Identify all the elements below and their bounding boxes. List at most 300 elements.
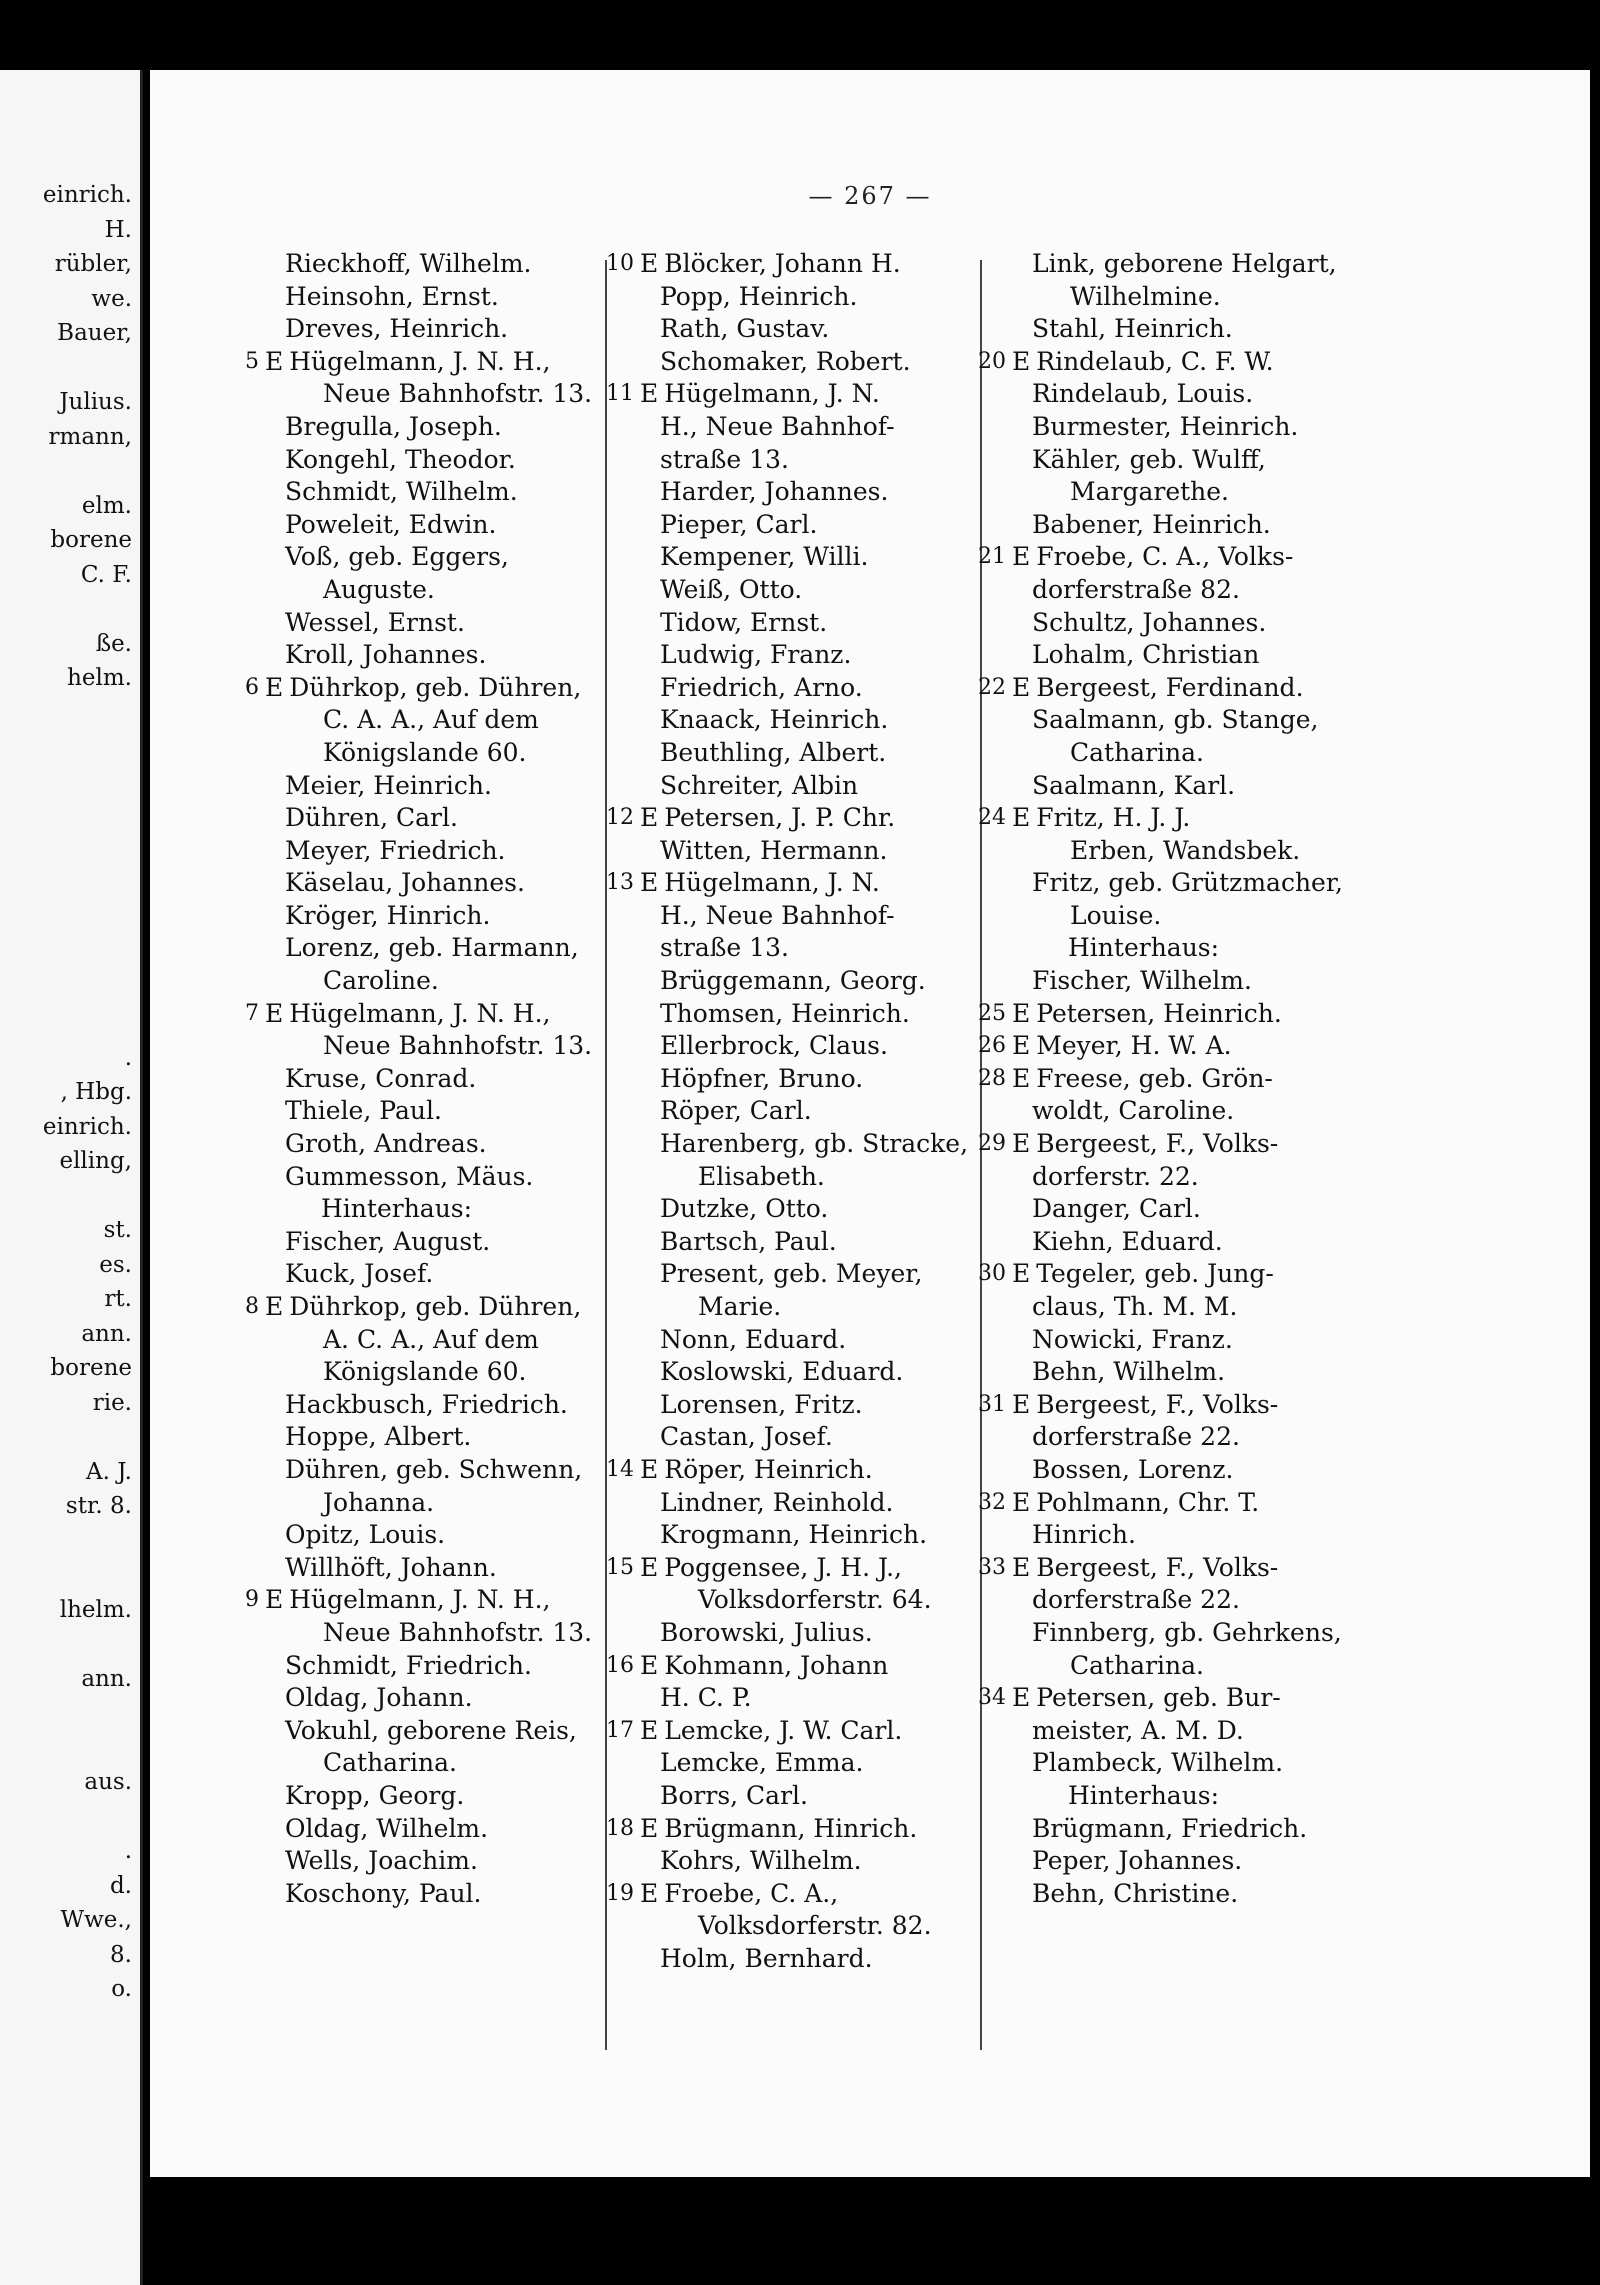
entry-text: Fritz, geb. Grützmacher, xyxy=(1032,868,1343,898)
entry-text: meister, A. M. D. xyxy=(1032,1715,1244,1745)
directory-entry xyxy=(640,770,1010,803)
directory-entry xyxy=(1012,1421,1382,1454)
directory-entry xyxy=(640,1617,1010,1650)
entry-text: Fischer, August. xyxy=(285,1226,491,1256)
previous-page-fragment: borene xyxy=(50,1355,132,1381)
house-number: 28 xyxy=(978,1065,1006,1091)
directory-entry xyxy=(1012,378,1382,411)
directory-entry xyxy=(265,1682,635,1715)
owner-marker: E xyxy=(1012,672,1031,702)
entry-text: Witten, Hermann. xyxy=(660,835,888,865)
entry-text: Catharina. xyxy=(1070,1650,1204,1680)
previous-page-fragment xyxy=(0,903,140,938)
entry-text: Freese, geb. Grön- xyxy=(1036,1063,1273,1093)
directory-entry xyxy=(978,1487,1382,1520)
directory-entry xyxy=(1012,900,1382,933)
directory-entry xyxy=(245,1584,635,1617)
house-number: 12 xyxy=(606,805,634,831)
previous-page-fragment: H. xyxy=(104,216,132,243)
directory-entry xyxy=(265,1258,635,1291)
entry-text: Volksdorferstr. 82. xyxy=(698,1911,932,1941)
entry-text: Saalmann, Karl. xyxy=(1032,770,1236,800)
directory-entry xyxy=(640,1356,1010,1389)
directory-entry xyxy=(265,1454,635,1487)
entry-text: Hackbusch, Friedrich. xyxy=(285,1389,568,1419)
house-number: 33 xyxy=(978,1554,1006,1580)
previous-page-fragment xyxy=(0,1800,140,1835)
directory-entry xyxy=(1012,639,1382,672)
entry-text: Hügelmann, J. N. xyxy=(664,379,880,409)
directory-entry xyxy=(978,802,1382,835)
directory-entry xyxy=(265,378,635,411)
entry-text: Voß, geb. Eggers, xyxy=(285,542,509,572)
owner-marker: E xyxy=(640,1650,659,1680)
entry-text: Röper, Carl. xyxy=(660,1096,812,1126)
entry-text: Willhöft, Johann. xyxy=(285,1552,497,1582)
entry-text: Lindner, Reinhold. xyxy=(660,1487,894,1517)
house-number: 32 xyxy=(978,1489,1006,1515)
previous-page-fragment: ße. xyxy=(95,630,132,657)
owner-marker: E xyxy=(265,1585,284,1615)
column-1 xyxy=(245,248,635,1910)
entry-text: Hinrich. xyxy=(1032,1520,1136,1550)
entry-text: Nonn, Eduard. xyxy=(660,1324,847,1354)
directory-entry xyxy=(265,1324,635,1357)
house-number: 19 xyxy=(606,1880,634,1906)
previous-page-fragment: elm. xyxy=(81,492,132,519)
previous-page-fragment xyxy=(0,1006,140,1041)
house-number: 15 xyxy=(606,1554,634,1580)
entry-text: Fritz, H. J. J. xyxy=(1036,803,1191,833)
owner-marker: E xyxy=(1012,1487,1031,1517)
entry-text: Tegeler, geb. Jung- xyxy=(1036,1259,1274,1289)
directory-entry xyxy=(640,411,1010,444)
entry-text: Johanna. xyxy=(323,1487,435,1517)
directory-entry xyxy=(265,867,635,900)
directory-entry xyxy=(265,1813,635,1846)
directory-entry xyxy=(1012,704,1382,737)
directory-entry xyxy=(978,998,1382,1031)
owner-marker: E xyxy=(640,1878,659,1908)
directory-entry xyxy=(245,998,635,1031)
entry-text: Lohalm, Christian xyxy=(1032,640,1260,670)
section-heading xyxy=(1012,932,1382,965)
directory-entry xyxy=(1012,770,1382,803)
previous-page-fragment xyxy=(0,1627,140,1662)
entry-text: Bartsch, Paul. xyxy=(660,1226,837,1256)
directory-entry xyxy=(978,346,1382,379)
entry-text: Rindelaub, C. F. W. xyxy=(1036,346,1274,376)
previous-page-fragment: , Hbg. xyxy=(60,1079,132,1105)
directory-entry xyxy=(1012,1324,1382,1357)
entry-text: Kroll, Johannes. xyxy=(285,640,487,670)
previous-page-fragment xyxy=(0,1696,140,1731)
previous-page-fragment: aus. xyxy=(84,1769,132,1795)
previous-page-fragment xyxy=(0,1731,140,1766)
directory-entry xyxy=(265,1030,635,1063)
entry-text: Gummesson, Mäus. xyxy=(285,1161,534,1191)
entry-text: Fischer, Wilhelm. xyxy=(1032,966,1252,996)
directory-entry xyxy=(640,1389,1010,1422)
entry-text: Behn, Christine. xyxy=(1032,1878,1239,1908)
directory-entry xyxy=(1012,313,1382,346)
entry-text: Hinterhaus: xyxy=(321,1194,473,1224)
entry-text: Harenberg, gb. Stracke, xyxy=(660,1129,969,1159)
house-number: 13 xyxy=(606,870,634,896)
previous-page-fragment xyxy=(0,351,140,386)
directory-entry xyxy=(1012,1519,1382,1552)
entry-text: claus, Th. M. M. xyxy=(1032,1292,1238,1321)
directory-entry xyxy=(640,1258,1010,1291)
directory-entry xyxy=(265,313,635,346)
entry-text: Kempener, Willi. xyxy=(660,542,869,572)
directory-entry xyxy=(265,1487,635,1520)
directory-entry xyxy=(265,1715,635,1748)
entry-text: Borrs, Carl. xyxy=(660,1780,808,1810)
previous-page-fragment xyxy=(0,834,140,869)
directory-entry xyxy=(265,541,635,574)
owner-marker: E xyxy=(1012,346,1031,376)
directory-entry xyxy=(265,1519,635,1552)
directory-entry xyxy=(265,607,635,640)
entry-text: Burmester, Heinrich. xyxy=(1032,411,1299,441)
previous-page-fragment: Bauer, xyxy=(57,320,132,346)
entry-text: Margarethe. xyxy=(1070,477,1229,507)
directory-entry xyxy=(640,476,1010,509)
entry-text: Brügmann, Friedrich. xyxy=(1032,1813,1308,1843)
directory-entry xyxy=(1012,1878,1382,1911)
entry-text: Blöcker, Johann H. xyxy=(664,249,901,278)
entry-text: Röper, Heinrich. xyxy=(664,1454,873,1484)
owner-marker: E xyxy=(1012,542,1031,572)
previous-page-fragment: C. F. xyxy=(80,561,132,588)
entry-text: Babener, Heinrich. xyxy=(1032,509,1271,539)
directory-entry xyxy=(640,1780,1010,1813)
previous-page-fragment: Wwe., xyxy=(60,1907,132,1933)
directory-entry xyxy=(265,737,635,770)
directory-entry xyxy=(640,313,1010,346)
house-number: 34 xyxy=(978,1685,1006,1711)
directory-entry xyxy=(1012,1226,1382,1259)
previous-page-fragment: 8. xyxy=(110,1941,132,1968)
entry-text: Schultz, Johannes. xyxy=(1032,607,1267,637)
entry-text: Hinterhaus: xyxy=(1068,1780,1220,1810)
entry-text: Saalmann, gb. Stange, xyxy=(1032,705,1319,735)
entry-text: Ludwig, Franz. xyxy=(660,640,852,670)
entry-text: Opitz, Louis. xyxy=(285,1520,446,1550)
directory-entry xyxy=(640,1226,1010,1259)
entry-text: Peper, Johannes. xyxy=(1032,1846,1243,1876)
entry-text: Kohrs, Wilhelm. xyxy=(660,1846,862,1876)
directory-entry xyxy=(265,1747,635,1780)
entry-text: Petersen, Heinrich. xyxy=(1036,998,1282,1028)
entry-text: Ellerbrock, Claus. xyxy=(660,1031,888,1061)
directory-entry xyxy=(640,541,1010,574)
directory-entry xyxy=(640,1161,1010,1194)
entry-text: Behn, Wilhelm. xyxy=(1032,1357,1226,1387)
entry-text: Käselau, Johannes. xyxy=(285,868,525,898)
directory-entry xyxy=(265,639,635,672)
directory-entry xyxy=(978,1389,1382,1422)
house-number: 29 xyxy=(978,1131,1006,1157)
entry-text: Hinterhaus: xyxy=(1068,933,1220,963)
previous-page-fragment: helm. xyxy=(67,665,132,691)
entry-text: Schreiter, Albin xyxy=(660,770,859,800)
entry-text: Bergeest, F., Volks- xyxy=(1036,1129,1279,1159)
directory-entry xyxy=(265,1421,635,1454)
previous-page-fragment xyxy=(0,937,140,972)
directory-entry xyxy=(606,1650,1010,1683)
directory-entry xyxy=(606,867,1010,900)
owner-marker: E xyxy=(1012,998,1031,1028)
entry-text: straße 13. xyxy=(660,933,789,963)
entry-text: Bossen, Lorenz. xyxy=(1032,1454,1234,1484)
entry-text: Wilhelmine. xyxy=(1070,281,1221,311)
entry-text: Lorensen, Fritz. xyxy=(660,1389,863,1419)
directory-entry xyxy=(265,1878,635,1911)
directory-entry xyxy=(640,932,1010,965)
directory-entry xyxy=(640,835,1010,868)
directory-entry xyxy=(265,411,635,444)
owner-marker: E xyxy=(1012,1063,1031,1093)
directory-entry xyxy=(265,1552,635,1585)
section-heading xyxy=(1012,1780,1382,1813)
owner-marker: E xyxy=(640,379,659,409)
house-number: 20 xyxy=(978,348,1006,374)
entry-text: H., Neue Bahnhof- xyxy=(660,411,895,441)
entry-text: Kohmann, Johann xyxy=(664,1650,889,1680)
previous-page-fragment: o. xyxy=(111,1976,132,2002)
directory-entry xyxy=(265,444,635,477)
house-number: 21 xyxy=(978,544,1006,570)
house-number: 8 xyxy=(245,1294,259,1319)
previous-page-fragment xyxy=(0,592,140,627)
directory-entry xyxy=(1012,1193,1382,1226)
directory-entry xyxy=(1012,607,1382,640)
entry-text: Plambeck, Wilhelm. xyxy=(1032,1748,1284,1778)
previous-page-fragment: rie. xyxy=(92,1389,132,1416)
directory-entry xyxy=(1012,1747,1382,1780)
entry-text: H., Neue Bahnhof- xyxy=(660,900,895,930)
entry-text: Neue Bahnhofstr. 13. xyxy=(323,1617,593,1647)
directory-entry xyxy=(606,1878,1010,1911)
entry-text: Kuck, Josef. xyxy=(285,1259,434,1289)
directory-entry xyxy=(1012,1584,1382,1617)
house-number: 17 xyxy=(606,1717,634,1743)
directory-entry xyxy=(978,541,1382,574)
directory-entry xyxy=(265,1650,635,1683)
entry-text: Auguste. xyxy=(323,574,435,604)
directory-entry xyxy=(265,770,635,803)
previous-page-fragment: . xyxy=(124,1838,132,1864)
previous-page-fragment: d. xyxy=(109,1872,132,1899)
entry-text: dorferstraße 82. xyxy=(1032,574,1240,604)
entry-text: Poggensee, J. H. J., xyxy=(664,1552,902,1582)
entry-text: Catharina. xyxy=(1070,737,1204,767)
directory-entry xyxy=(640,1291,1010,1324)
owner-marker: E xyxy=(640,1813,659,1843)
previous-page-fragment: einrich. xyxy=(42,182,132,208)
directory-entry xyxy=(265,509,635,542)
entry-text: Lemcke, Emma. xyxy=(660,1748,864,1778)
owner-marker: E xyxy=(1012,1031,1031,1061)
directory-entry xyxy=(640,900,1010,933)
owner-marker: E xyxy=(265,1292,284,1321)
entry-text: Pieper, Carl. xyxy=(660,509,818,539)
directory-entry xyxy=(265,1128,635,1161)
previous-page-fragment: . xyxy=(124,1044,132,1071)
owner-marker: E xyxy=(265,998,284,1028)
entry-text: Schomaker, Robert. xyxy=(660,346,911,376)
entry-text: Petersen, J. P. Chr. xyxy=(664,803,896,833)
directory-entry xyxy=(640,672,1010,705)
owner-marker: E xyxy=(640,249,659,278)
directory-entry xyxy=(606,1813,1010,1846)
directory-entry xyxy=(978,672,1382,705)
directory-entry xyxy=(640,1487,1010,1520)
directory-page xyxy=(150,70,1590,2177)
previous-page-fragment: st. xyxy=(103,1217,132,1243)
directory-entry xyxy=(1012,965,1382,998)
entry-text: Weiß, Otto. xyxy=(660,574,803,604)
previous-page-fragment: we. xyxy=(91,285,132,312)
entry-text: Bregulla, Joseph. xyxy=(285,411,502,441)
entry-text: Harder, Johannes. xyxy=(660,477,889,507)
entry-text: Dutzke, Otto. xyxy=(660,1194,829,1224)
entry-text: Dreves, Heinrich. xyxy=(285,314,509,344)
entry-text: Kiehn, Eduard. xyxy=(1032,1226,1223,1256)
entry-text: Lemcke, J. W. Carl. xyxy=(664,1715,903,1745)
directory-entry xyxy=(265,248,635,281)
entry-text: Oldag, Johann. xyxy=(285,1683,473,1713)
entry-text: straße 13. xyxy=(660,444,789,474)
entry-text: Volksdorferstr. 64. xyxy=(698,1585,932,1615)
entry-text: Wessel, Ernst. xyxy=(285,607,465,637)
previous-page-fragment: lhelm. xyxy=(59,1596,132,1623)
entry-text: Thiele, Paul. xyxy=(285,1096,442,1126)
directory-entry xyxy=(265,1617,635,1650)
column-3 xyxy=(978,248,1382,1910)
owner-marker: E xyxy=(1012,1129,1031,1159)
directory-entry xyxy=(265,1845,635,1878)
entry-text: Dühren, Carl. xyxy=(285,803,458,833)
directory-entry xyxy=(640,1030,1010,1063)
directory-entry xyxy=(245,346,635,379)
directory-entry xyxy=(265,835,635,868)
entry-text: Catharina. xyxy=(323,1748,457,1778)
directory-entry xyxy=(606,1454,1010,1487)
entry-text: Lorenz, geb. Harmann, xyxy=(285,933,579,963)
entry-text: Hügelmann, J. N. H., xyxy=(289,998,551,1028)
previous-page-fragment xyxy=(0,799,140,834)
entry-text: Tidow, Ernst. xyxy=(660,607,828,637)
previous-page-fragment: rmann, xyxy=(48,423,132,450)
directory-entry xyxy=(640,1421,1010,1454)
directory-entry xyxy=(1012,1291,1382,1324)
entry-text: Oldag, Wilhelm. xyxy=(285,1813,489,1843)
house-number: 6 xyxy=(245,674,259,700)
entry-text: Meyer, H. W. A. xyxy=(1036,1031,1232,1061)
directory-entry xyxy=(1012,444,1382,477)
entry-text: Erben, Wandsbek. xyxy=(1070,835,1301,865)
previous-page-fragment xyxy=(0,972,140,1007)
entry-text: Kröger, Hinrich. xyxy=(285,900,491,930)
owner-marker: E xyxy=(640,1715,659,1745)
entry-text: Höpfner, Bruno. xyxy=(660,1063,864,1093)
directory-entry xyxy=(640,1682,1010,1715)
previous-page-fragment xyxy=(0,1420,140,1455)
directory-entry xyxy=(265,1356,635,1389)
entry-text: Castan, Josef. xyxy=(660,1422,833,1452)
entry-text: Danger, Carl. xyxy=(1032,1194,1201,1224)
entry-text: Louise. xyxy=(1070,900,1162,930)
directory-entry xyxy=(640,444,1010,477)
entry-text: Bergeest, F., Volks- xyxy=(1036,1389,1279,1419)
directory-entry xyxy=(265,932,635,965)
directory-entry xyxy=(640,965,1010,998)
entry-text: Krogmann, Heinrich. xyxy=(660,1520,928,1550)
entry-text: Bergeest, Ferdinand. xyxy=(1036,672,1304,702)
entry-text: Holm, Bernhard. xyxy=(660,1943,873,1973)
directory-entry xyxy=(265,574,635,607)
entry-text: dorferstraße 22. xyxy=(1032,1585,1240,1615)
entry-text: Neue Bahnhofstr. 13. xyxy=(323,379,593,409)
owner-marker: E xyxy=(265,346,284,376)
directory-entry xyxy=(978,1128,1382,1161)
entry-text: Brügmann, Hinrich. xyxy=(664,1813,918,1843)
directory-entry xyxy=(265,1780,635,1813)
entry-text: Pohlmann, Chr. T. xyxy=(1036,1487,1260,1517)
entry-text: Stahl, Heinrich. xyxy=(1032,314,1233,344)
house-number: 26 xyxy=(978,1033,1006,1059)
previous-page-edge xyxy=(0,70,143,2285)
entry-text: Dührkop, geb. Dühren, xyxy=(289,672,582,702)
entry-text: Meier, Heinrich. xyxy=(285,770,492,800)
section-heading xyxy=(265,1193,635,1226)
directory-entry xyxy=(978,1030,1382,1063)
previous-page-fragment xyxy=(0,868,140,903)
entry-text: Thomsen, Heinrich. xyxy=(660,998,910,1028)
directory-entry xyxy=(245,672,635,705)
directory-entry xyxy=(1012,509,1382,542)
house-number: 10 xyxy=(606,251,634,276)
entry-text: Dühren, geb. Schwenn, xyxy=(285,1454,583,1484)
directory-entry xyxy=(640,1095,1010,1128)
directory-entry xyxy=(1012,476,1382,509)
entry-text: Kähler, geb. Wulff, xyxy=(1032,444,1266,474)
house-number: 14 xyxy=(606,1456,634,1482)
previous-page-fragment xyxy=(0,1558,140,1593)
entry-text: Froebe, C. A., xyxy=(664,1878,839,1908)
entry-text: Beuthling, Albert. xyxy=(660,737,887,767)
entry-text: Friedrich, Arno. xyxy=(660,672,863,702)
directory-entry xyxy=(265,1389,635,1422)
house-number: 7 xyxy=(245,1000,259,1026)
entry-text: Schmidt, Friedrich. xyxy=(285,1650,532,1680)
directory-entry xyxy=(640,1845,1010,1878)
entry-text: Kruse, Conrad. xyxy=(285,1063,477,1093)
directory-entry xyxy=(1012,1813,1382,1846)
directory-entry xyxy=(1012,1356,1382,1389)
entry-text: Kropp, Georg. xyxy=(285,1780,465,1810)
entry-text: Nowicki, Franz. xyxy=(1032,1324,1233,1354)
entry-text: Knaack, Heinrich. xyxy=(660,705,889,735)
house-number: 31 xyxy=(978,1391,1006,1417)
entry-text: C. A. A., Auf dem xyxy=(323,705,539,735)
house-number: 5 xyxy=(245,348,259,374)
directory-entry xyxy=(640,998,1010,1031)
directory-entry xyxy=(1012,248,1382,281)
